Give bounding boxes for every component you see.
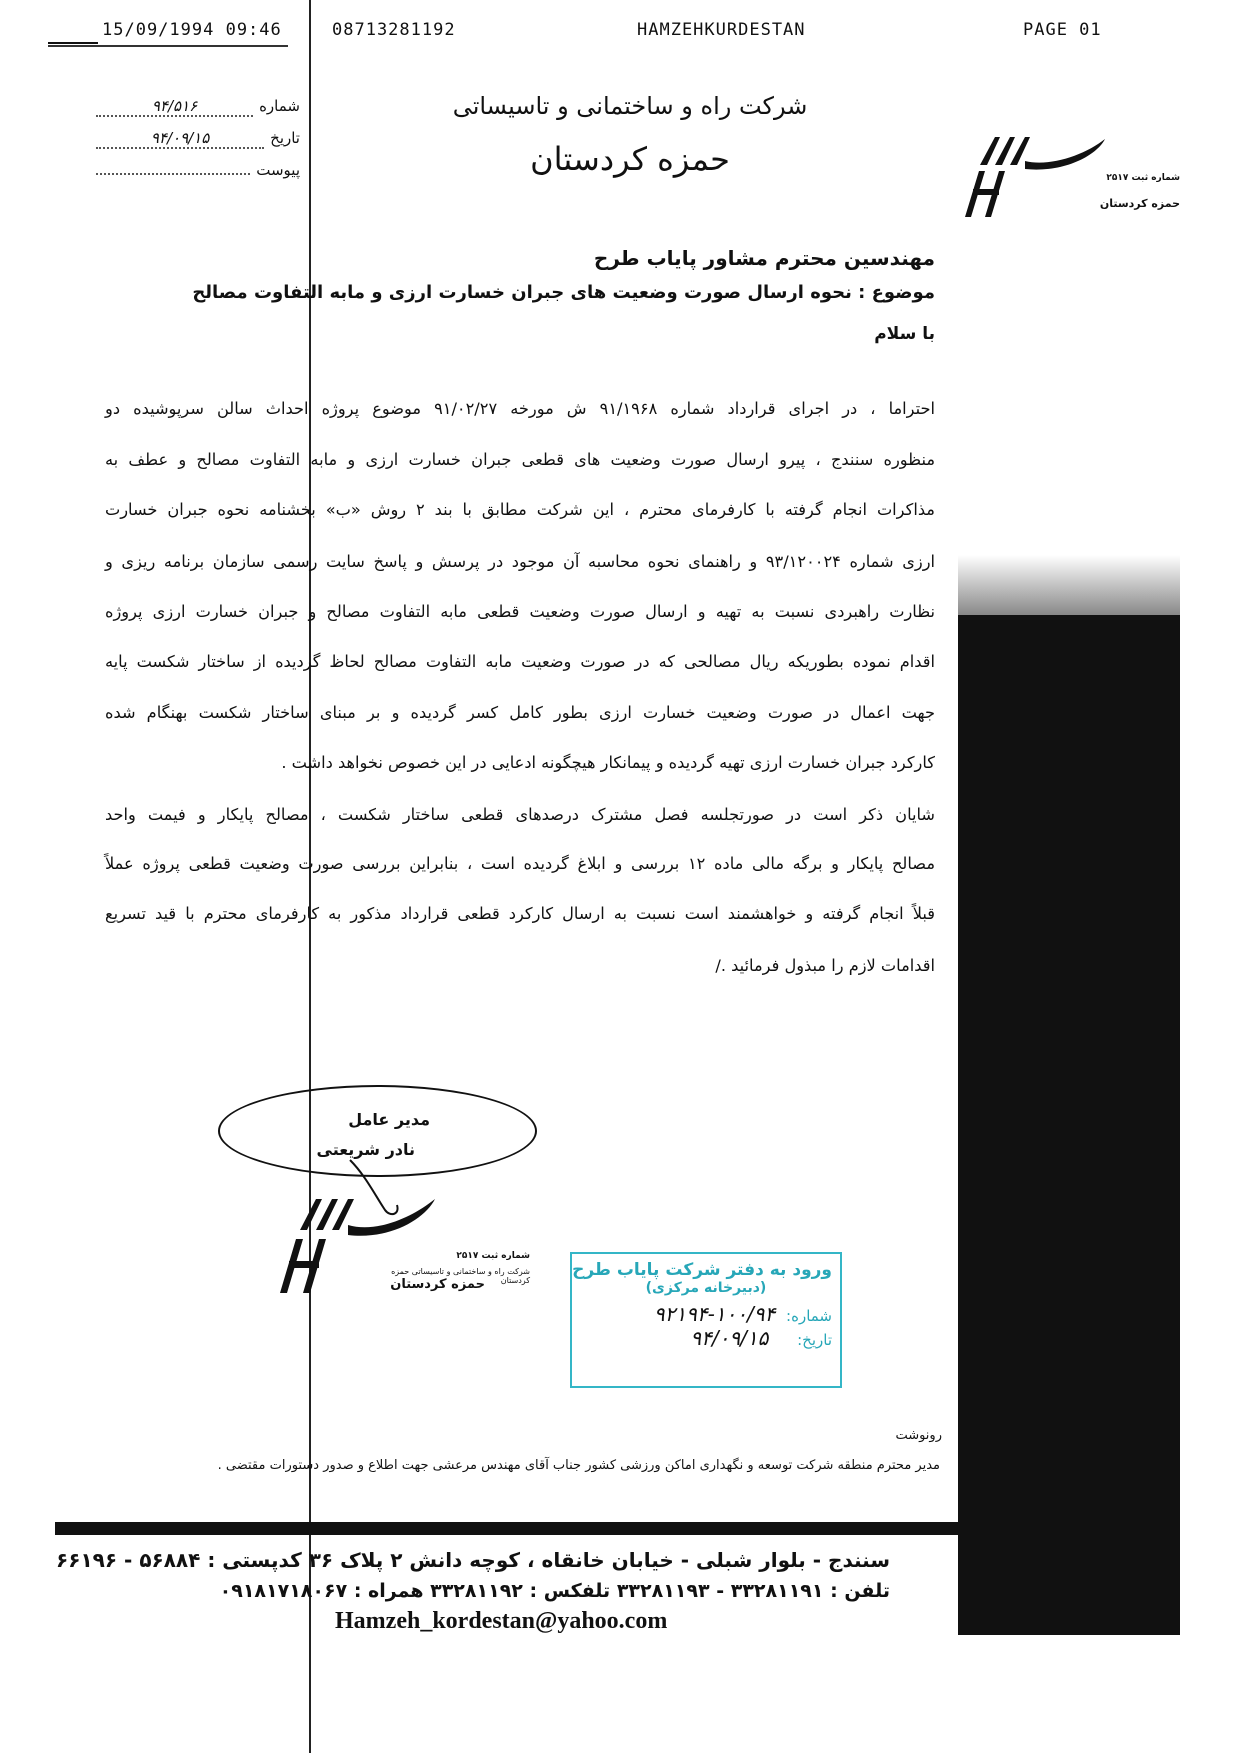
stamp-title: ورود به دفتر شرکت پایاب طرح	[572, 1260, 832, 1280]
letter-body-line: اقدامات لازم را مبذول فرمائید ./	[715, 956, 935, 975]
meta-number-label: شماره	[259, 97, 300, 115]
letter-body-line: اقدام نموده بطوریکه ریال مصالحی که در صورت وضعیت مابه التفاوت مصالح لحاظ گردیده از ساختار شکست پایه	[105, 652, 935, 671]
stamp-subtitle: (دبیرخانه مرکزی)	[645, 1280, 767, 1296]
cc-label: رونوشت	[895, 1428, 942, 1443]
company-logo	[955, 125, 1180, 225]
letter-body-line: نظارت راهبردی نسبت به تهیه و ارسال صورت وضعیت قطعی مابه التفاوت مصالح و جبران خسارت ارزی پروژه	[105, 602, 935, 621]
meta-attachment-label: پیوست	[256, 161, 300, 179]
logo-caption: حمزه کردستان	[390, 1277, 485, 1292]
stamp-number-value: ۱۰۰/۹۴-۹۲۱۹۴	[653, 1302, 776, 1326]
fax-datetime: 15/09/1994 09:46	[102, 20, 282, 40]
cc-text: مدیر محترم منطقه شرکت توسعه و نگهداری اماکن ورزشی کشور جناب آقای مهندس مرعشی جهت اطلاع و صدور دستورات مقتضی .	[217, 1458, 940, 1473]
logo-registration: شماره ثبت ۲۵۱۷	[456, 1251, 530, 1261]
scan-line	[48, 45, 288, 47]
fax-number: 08713281192	[332, 20, 456, 40]
signature-title: مدیر عامل	[348, 1110, 430, 1129]
letter-recipient: مهندسین محترم مشاور پایاب طرح	[593, 246, 935, 270]
company-name: حمزه کردستان	[530, 140, 730, 178]
stamp-date-label: تاریخ:	[797, 1331, 832, 1349]
received-stamp	[570, 1252, 842, 1388]
letter-body-line: منظوره سنندج ، پیرو ارسال صورت وضعیت های قطعی جبران خسارت ارزی و مابه التفاوت مصالح و عطف به	[105, 450, 935, 469]
logo-caption: حمزه کردستان	[1099, 197, 1180, 210]
company-logo-bottom	[270, 1185, 530, 1300]
letter-body-line: جهت اعمال در صورت وضعیت خسارت ارزی بطور کامل کسر گردیده و بر مبنای ساختار شکست بهنگام شده	[105, 703, 935, 722]
footer-email: Hamzeh_kordestan@yahoo.com	[335, 1608, 668, 1634]
footer-phones: تلفن : ۳۳۲۸۱۱۹۱ - ۳۳۲۸۱۱۹۳ تلفکس : ۳۳۲۸۱۱۹۲ همراه : ۰۹۱۸۱۷۱۸۰۶۷	[219, 1580, 890, 1602]
letter-body-line: مذاکرات انجام گرفته با کارفرمای محترم ، این شرکت مطابق با بند ۲ روش «ب» بخشنامه نحوه جبران خسارت	[105, 500, 935, 519]
footer-divider	[55, 1522, 970, 1535]
scan-vertical-line	[309, 0, 311, 1753]
scan-shadow	[958, 555, 1180, 615]
stamp-number-label: شماره:	[786, 1307, 832, 1325]
logo-subtext: شرکت راه و ساختمانی و تاسیساتی حمزه کردستان	[391, 1267, 530, 1285]
scan-shadow	[958, 615, 1180, 1635]
company-type: شرکت راه و ساختمانی و تاسیساتی	[452, 92, 808, 120]
meta-number-value: ۹۴/۵۱۶	[96, 97, 253, 117]
letter-subject: موضوع : نحوه ارسال صورت وضعیت های جبران خسارت ارزی و مابه التفاوت مصالح	[192, 282, 935, 303]
letter-body-line: احتراما ، در اجرای قرارداد شماره ۹۱/۱۹۶۸ ش مورخه ۹۱/۰۲/۲۷ موضوع پروژه احداث سالن سرپوشیده دو	[105, 399, 935, 418]
letter-body-line: قبلاً انجام گرفته و خواهشمند است نسبت به ارسال کارکرد قطعی قرارداد مذکور به کارفرمای محترم با قید تسریع	[105, 904, 935, 923]
fax-sender: HAMZEHKURDESTAN	[637, 20, 806, 40]
letter-body-line: کارکرد جبران خسارت ارزی تهیه گردیده و پیمانکار هیچگونه ادعایی در این خصوص نخواهد داشت .	[281, 753, 935, 772]
meta-date-value: ۹۴/۰۹/۱۵	[96, 129, 264, 149]
scan-line	[48, 42, 98, 44]
letter-body-line: ارزی شماره ۹۳/۱۲۰۰۲۴ و راهنمای نحوه محاسبه آن موجود در پرسش و پاسخ سایت رسمی سازمان برنامه ریزی و	[105, 552, 936, 571]
stamp-date-value: ۹۴/۰۹/۱۵	[690, 1326, 769, 1350]
meta-date-label: تاریخ	[270, 129, 300, 147]
letter-body-line: مصالح پایکار و برگه مالی ماده ۱۲ بررسی و ابلاغ گردیده است ، بنابراین بررسی صورت وضعیت قطعی پروژه عملاً	[105, 854, 935, 873]
footer-address: سنندج - بلوار شبلی - خیابان خانقاه ، کوچه دانش ۲ پلاک ۳۶ کدپستی : ۵۶۸۸۴ - ۶۶۱۹۶	[56, 1548, 890, 1572]
fax-page: PAGE 01	[1023, 20, 1102, 40]
signature-name: نادر شریعتی	[316, 1140, 415, 1159]
logo-registration: شماره ثبت ۲۵۱۷	[1106, 173, 1180, 183]
letter-greeting: با سلام	[874, 324, 935, 344]
letter-body-line: شایان ذکر است در صورتجلسه فصل مشترک درصدهای قطعی ساختار شکست ، مصالح پایکار و فیمت واحد	[105, 805, 935, 824]
meta-attachment-value	[96, 173, 250, 175]
letter-meta	[96, 97, 300, 193]
